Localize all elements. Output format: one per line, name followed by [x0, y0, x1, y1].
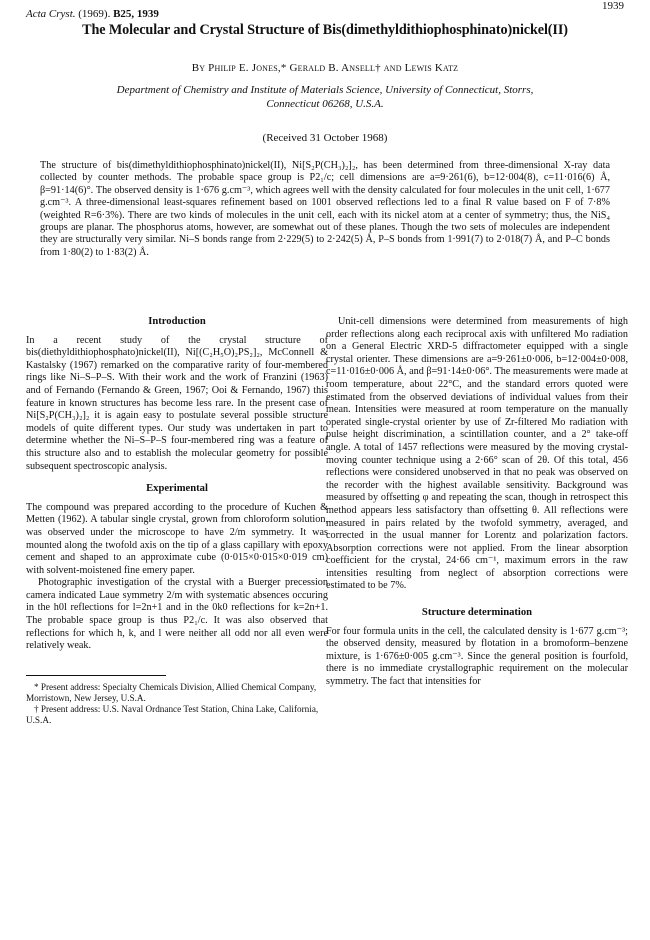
- article-authors: By Philip E. Jones,* Gerald B. Ansell† and Lewis Katz: [191, 62, 459, 74]
- footnote-rule: [26, 675, 166, 676]
- journal-citation: [26, 8, 159, 20]
- introduction-paragraph: In a recent study of the crystal structure of bis(diethyldithiophosphato)nickel(II), Ni[(C₂H₅O)₂PS₂]₂, McConnell & Kastalsky (1967) remarked on the comparative rarity of four-membered rings like Ni–S–P–S. With their work and the work of Franzini (1963) and of Fernando (Fernando & Green, 1967; Ooi & Fernando, 1967) this feature in known structures has become less rare. In the present case of Ni[S₂P(CH₃)₂]₂ it is again easy to postulate several possible structure models of quite different types. Our study was undertaken in part to determine whether the Ni–S–P–S four-membered ring was a feature of this structure also and to establish the molecular geometry for possible subsequent spectroscopic analysis.: [26, 334, 328, 472]
- unit-cell-paragraph: Unit-cell dimensions were determined from measurements of high order reflections along each reciprocal axis with unfiltered Mo radiation on a General Electric XRD-5 diffractometer equipped with a single crystal orienter. These dimensions are a=9·261±0·006, b=12·004±0·008, c=11·016±0·006 Å, and β=91·14±0·06°. The measurements were made at room temperature, about 22°C, and the standard errors quoted were estimated from the observed deviations of individual values from their mean. Intensities were measured at room temperature on the manually operated single-crystal orienter by use of Zr-filtered Mo radiation with pulse height discrimination, a scintillation counter, and a 2° take-off angle. A total of 1457 reflections were measured by the moving crystal-moving counter technique using a 2·66° scan of 2θ. Of this total, 456 reflections were considered unobserved in that no peak was observed on the recorder with the highest available sensitivity. Background was measured by offsetting φ and repeating the scan, though in retrospect this method appears less satisfactory than offsetting θ. All reflections were measured in pairs related by the twofold symmetry, averaged, and corrected in the usual manner for Lorentz and polarization factors. Absorption corrections were not applied. From the linear absorption coefficient for the crystal, 24·66 cm⁻¹, maximum errors in the raw intensities resulting from neglect of absorption corrections were estimated to be 7%.: [326, 316, 628, 592]
- article-title: The Molecular and Crystal Structure of Bis(dimethyldithiophosphinato)nickel(II): [82, 22, 568, 38]
- received-date: (Received 31 October 1968): [262, 132, 388, 144]
- affiliation-line-1: Department of Chemistry and Institute of Materials Science, University of Connecticut, Storrs,: [116, 84, 534, 96]
- experimental-paragraph-2: Photographic investigation of the crystal with a Buerger precession camera indicated Laue symmetry 2/m with systematic absences occuring in the h0l reflections for l=2n+1 and in the 0k0 reflections for k=2n+1. The probable space group is thus P2₁/c. It was also observed that reflections for which h, k, and l were neither all odd nor all even were relatively weak.: [26, 577, 328, 652]
- structure-determination-heading: Structure determination: [421, 607, 533, 619]
- experimental-heading: Experimental: [146, 483, 208, 495]
- article-affiliation: [40, 84, 610, 111]
- journal-year: (1969).: [78, 8, 111, 20]
- affiliation-line-2: Connecticut 06268, U.S.A.: [266, 97, 384, 110]
- abstract: The structure of bis(dimethyldithiophosphinato)nickel(II), Ni[S₂P(CH₃)₂]₂, has been determined from three-dimensional X-ray data collected by counter methods. The probable space group is P2₁/c; cell dimensions are a=9·261(6), b=12·004(8), c=11·016(6) Å, β=91·14(6)°. The observed density is 1·676 g.cm⁻³, which agrees well with the density calculated for four molecules in the unit cell, 1·677 g.cm⁻³. A three-dimensional least-squares refinement based on 1001 observed reflections led to a final R value based on F of 7·8% (weighted R=6·3%). There are two kinds of molecules in the unit cell, each with its nickel atom at a center of symmetry; thus, the NiS₄ groups are planar. The phosphorus atoms, however, are somewhat out of these planes. Though the two sets of molecules are independent they are structurally very similar. Ni–S bonds range from 2·229(5) to 2·242(5) Å, P–S bonds from 1·991(7) to 2·018(7) Å, and P–C bonds from 1·80(2) to 1·83(2) Å.: [40, 160, 610, 258]
- right-column: [326, 316, 628, 689]
- footnote-2: † Present address: U.S. Naval Ordnance Test Station, China Lake, California, U.S.A.: [26, 703, 319, 725]
- introduction-heading: Introduction: [148, 316, 206, 327]
- experimental-paragraph-1: The compound was prepared according to the procedure of Kuchen & Metten (1962). A tabular single crystal, grown from chloroform solution, was observed under the microscope to have 2/m symmetry. It was mounted along the twofold axis on the tip of a glass capillary with epoxy cement and shaped to an approximate cube (0·015×0·015×0·019 cm) with solvent-moistened fine emery paper.: [26, 501, 328, 576]
- left-column: [26, 316, 328, 726]
- journal-name: Acta Cryst.: [26, 8, 76, 20]
- page-number: 1939: [602, 0, 624, 12]
- footnote-1: * Present address: Specialty Chemicals Division, Allied Chemical Company, Morristown, New Jersey, U.S.A.: [26, 681, 317, 703]
- journal-volume-page: B25, 1939: [113, 8, 159, 20]
- structure-determination-paragraph: For four formula units in the cell, the calculated density is 1·677 g.cm⁻³; the observed density, measured by flotation in a bromoform–benzene mixture, is 1·676±0·005 g.cm⁻³. Since the general position is fourfold, there is no immediate crystallographic requirement on the molecular symmetry. The fact that intensities for: [326, 625, 628, 688]
